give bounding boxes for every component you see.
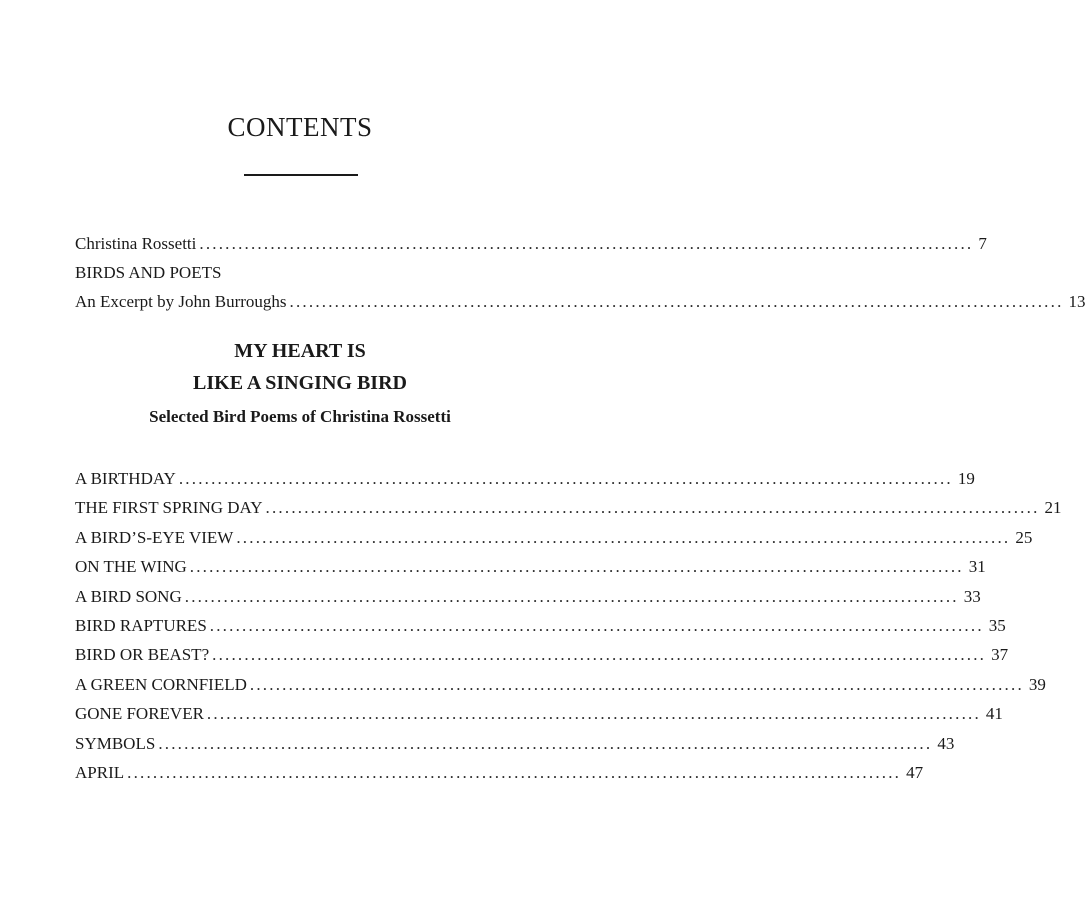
leader-dots: ........................................................................................................................ <box>209 615 984 635</box>
toc-entry-label: GONE FOREVER <box>75 704 204 724</box>
section-heading-line-1: MY HEART IS <box>234 340 366 362</box>
toc-entry-page: 39 <box>1028 674 1046 694</box>
toc-entry[interactable] <box>75 733 955 763</box>
page-title: CONTENTS <box>227 112 373 142</box>
toc-entry[interactable] <box>75 292 1086 321</box>
toc-entry-label: ON THE WING <box>75 557 187 577</box>
leader-dots: ........................................................................................................................ <box>249 674 1024 694</box>
leader-dots: ........................................................................................................................ <box>289 292 1064 311</box>
leader-dots: ........................................................................................................................ <box>184 586 959 606</box>
toc-entry-label: A GREEN CORNFIELD <box>75 674 247 694</box>
toc-entry-label: SYMBOLS <box>75 733 156 753</box>
leader-dots: ........................................................................................................................ <box>236 527 1011 547</box>
toc-poem-list <box>75 469 1062 792</box>
section-heading-line-2: LIKE A SINGING BIRD <box>193 372 407 394</box>
leader-dots: ........................................................................................................................ <box>178 469 953 488</box>
toc-entry[interactable] <box>75 586 981 616</box>
toc-entry[interactable] <box>75 469 975 498</box>
toc-entry-page: 37 <box>991 645 1009 665</box>
toc-entry[interactable] <box>75 762 924 792</box>
toc-front-matter <box>75 234 1086 321</box>
toc-entry-label: An Excerpt by John Burroughs <box>75 292 287 311</box>
leader-dots: ........................................................................................................................ <box>265 498 1040 518</box>
toc-entry-label: A BIRD’S-EYE VIEW <box>75 527 234 547</box>
toc-entry-label: A BIRTHDAY <box>75 469 176 488</box>
toc-entry-label: A BIRD SONG <box>75 586 182 606</box>
section-subtitle: Selected Bird Poems of Christina Rossetti <box>149 407 451 426</box>
toc-entry-page: 47 <box>906 762 924 782</box>
toc-entry-label: BIRD RAPTURES <box>75 615 207 635</box>
leader-dots: ........................................................................................................................ <box>158 733 933 753</box>
toc-entry[interactable] <box>75 557 986 586</box>
toc-entry[interactable] <box>75 645 1009 674</box>
toc-entry[interactable] <box>75 704 1003 733</box>
toc-entry-label: Christina Rossetti <box>75 234 197 253</box>
toc-entry-label: APRIL <box>75 762 125 782</box>
toc-entry-page: 31 <box>968 557 986 577</box>
toc-entry[interactable] <box>75 674 1046 704</box>
toc-entry-page: 19 <box>957 469 975 488</box>
toc-entry-page: 33 <box>963 586 981 606</box>
toc-entry[interactable] <box>75 498 1062 527</box>
title-underline <box>244 174 358 176</box>
toc-entry[interactable] <box>75 615 1006 645</box>
leader-dots: ........................................................................................................................ <box>199 234 974 253</box>
leader-dots: ........................................................................................................................ <box>127 762 902 782</box>
toc-entry[interactable] <box>75 527 1033 557</box>
leader-dots: ........................................................................................................................ <box>206 704 981 724</box>
toc-entry-label: THE FIRST SPRING DAY <box>75 498 263 518</box>
toc-entry-page: 25 <box>1015 527 1033 547</box>
toc-entry-page: 35 <box>988 615 1006 635</box>
toc-entry-page: 43 <box>937 733 955 753</box>
leader-dots: ........................................................................................................................ <box>212 645 987 665</box>
toc-entry-label: BIRD OR BEAST? <box>75 645 210 665</box>
toc-entry-page: 41 <box>985 704 1003 724</box>
toc-entry[interactable] <box>75 234 987 263</box>
toc-entry-page: 21 <box>1044 498 1062 518</box>
toc-entry-page: 7 <box>978 234 987 253</box>
toc-entry-title-line[interactable]: BIRDS AND POETS <box>75 263 222 282</box>
leader-dots: ........................................................................................................................ <box>189 557 964 577</box>
toc-entry-page: 13 <box>1068 292 1086 311</box>
